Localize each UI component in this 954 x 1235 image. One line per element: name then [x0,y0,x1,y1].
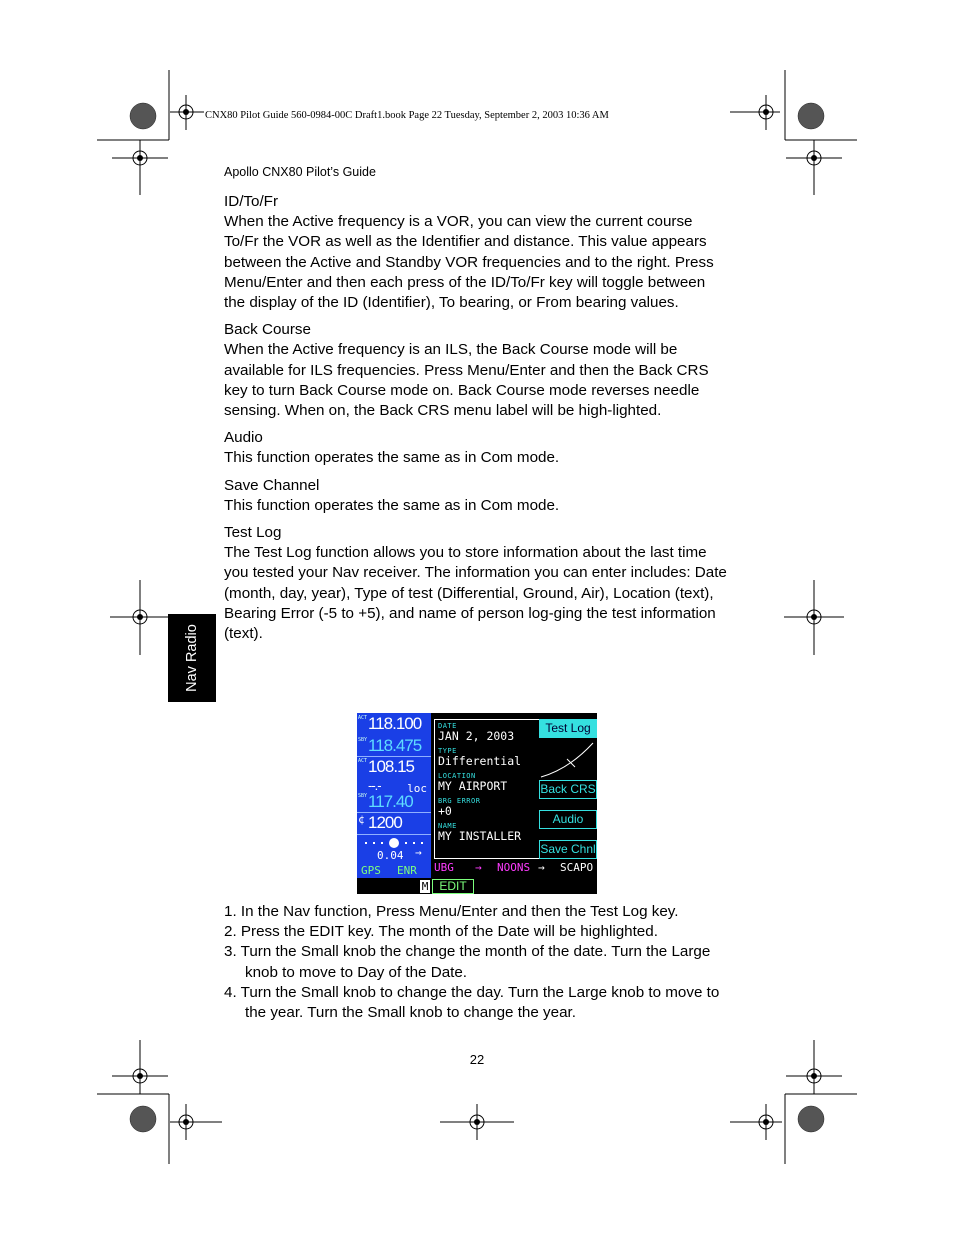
section-heading: ID/To/Fr [224,193,279,210]
list-item: 4. Turn the Small knob to change the day. Turn the Large knob to move to the year. Turn the Small knob to change the year. [224,983,720,1022]
date-field[interactable]: JAN 2, 2003 [438,729,515,743]
edit-button[interactable]: EDIT [432,879,474,894]
type-field[interactable]: Differential [438,754,522,768]
route-arrow-icon: → [475,861,482,874]
test-log-button[interactable]: Test Log [539,719,597,738]
freq-row [357,757,431,778]
section-body: The Test Log function allows you to store information about the last time you tested your Nav receiver. The information you can enter includes: Date (month, day, year), Type of test (Differential, Ground, Air), Location (text), Bearing Error (-5 to +5), and name of person log-ging the test information (text). [224,544,727,643]
section-heading: Save Channel [224,476,320,494]
freq-row [357,736,431,757]
section-body: When the Active frequency is a VOR, you can view the current course To/Fr the VOR as well as the Identifier and distance. This value appears between the Active and Standby VOR frequencies and to the right. Press Menu/Enter and then each press of the ID/To/Fr key will toggle between the display of the ID (Identifier), To bearing, or From bearing values. [224,213,714,312]
file-info-line: CNX80 Pilot Guide 560-0984-00C Draft1.book Page 22 Tuesday, September 2, 2003 10:36 AM [205,110,609,121]
frequency-panel [357,713,431,878]
location-field[interactable]: MY AIRPORT [438,779,508,793]
section-heading: Audio [224,429,263,447]
type-label: TYPE [438,747,457,755]
name-label: NAME [438,822,457,830]
route-to: SCAPO [560,861,594,874]
section-test-log [224,523,729,644]
gps-status-row [357,863,431,878]
map-arc-icon [539,739,597,779]
main-content [224,192,729,651]
mode-indicator: M [421,880,429,893]
list-item: 1. In the Nav function, Press Menu/Enter and then the Test Log key. [224,903,679,920]
page-number: 22 [469,1052,485,1067]
freq-value: 1200 [368,813,402,832]
location-label: LOCATION [438,772,476,780]
section-audio [224,428,729,468]
running-title: Apollo CNX80 Pilot’s Guide [224,165,376,179]
enr-label: ENR [397,864,417,877]
section-back-course [224,320,729,421]
section-heading: Test Log [224,524,282,542]
distance-readout: 0.04 [377,849,404,862]
freq-value: 108.15 [368,757,414,776]
freq-side-label: ACT [358,715,368,721]
freq-unit: loc [407,782,427,795]
freq-value: 118.475 [368,736,422,755]
name-field[interactable]: MY INSTALLER [438,829,522,843]
brg-error-field[interactable]: +0 [438,804,452,818]
section-body: This function operates the same as in Com mode. [224,496,560,514]
section-save-channel [224,476,729,516]
list-item: 3. Turn the Small knob the change the month of the date. Turn the Large knob to move to Day of the Date. [224,943,711,981]
section-heading: Back Course [224,321,311,339]
back-crs-button[interactable]: Back CRS [539,780,597,799]
transponder-icon: ¢ [358,813,365,826]
test-log-popup [434,719,542,859]
side-tab-label: Nav Radio [184,624,200,692]
section-body: This function operates the same as in Com mode. [224,449,560,467]
audio-button[interactable]: Audio [539,810,597,829]
route-via: NOONS [497,861,531,874]
date-label: DATE [438,722,457,730]
route-arrow-icon: → [538,861,545,874]
steps-list [224,902,734,1023]
list-item: 2. Press the EDIT key. The month of the Date will be highlighted. [224,923,658,941]
freq-value: 118.100 [368,714,422,733]
freq-value: 117.40 [368,792,413,811]
save-chnl-button[interactable]: Save Chnl [539,840,597,859]
device-screen [357,713,597,894]
section-body: When the Active frequency is an ILS, the Back Course mode will be available for ILS frequencies. Press Menu/Enter and then the Back CRS key to turn Back Course mode on. Back Course mode reverses needle sensing. When on, the Back CRS menu label will be high-lighted. [224,341,709,420]
arrow-right-icon: → [415,846,422,859]
softkey-panel [539,713,597,878]
status-row [357,878,597,894]
gps-label: GPS [361,864,381,877]
freq-value: --.- [368,778,381,793]
freq-row [357,813,431,834]
section-id-to-fr [224,192,729,313]
brg-error-label: BRG ERROR [438,797,481,805]
freq-side-label: ACT [358,758,368,764]
freq-row [357,792,431,813]
freq-side-label: SBY [358,793,368,799]
freq-row [357,714,431,735]
route-from: UBG [434,861,454,874]
side-tab [168,614,216,702]
freq-side-label: SBY [358,737,368,743]
